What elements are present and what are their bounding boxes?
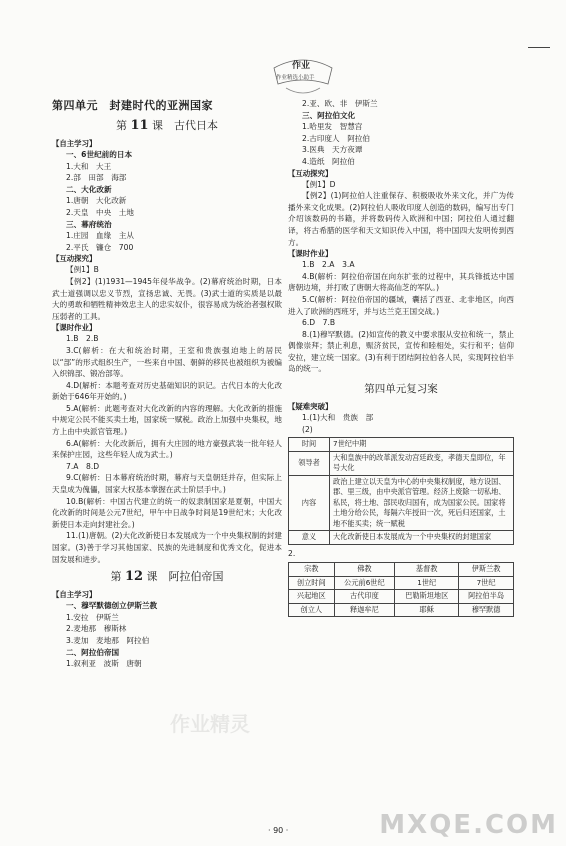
table-cell: 政治上建立以天皇为中心的中央集权制度，地方设国、郡、里三级，由中央派官管理。经济上废除一切私地、私民，将土地、部民收归国有，成为国家公民。国家将土地分给公民，每隔六年授田一次，死后归还国家，土地不能买卖；统一赋税 xyxy=(330,475,514,531)
stamp-top-text: 作业 xyxy=(292,61,311,71)
subheading: 三、阿拉伯文化 xyxy=(302,110,356,120)
section-heading: 【互动探究】 xyxy=(288,168,333,178)
lesson-name: 课 阿拉伯帝国 xyxy=(146,570,224,584)
table-cell: 大和皇族中的改革派发动宫廷政变，孝德天皇即位，年号大化 xyxy=(330,451,514,475)
table-header-cell: 时间 xyxy=(289,438,330,452)
subheading: 一、穆罕默德创立伊斯兰教 xyxy=(66,601,158,611)
answer-line: 1.B 2.A 3.A xyxy=(302,260,355,270)
table-cell: 7世纪 xyxy=(459,576,514,590)
table-row xyxy=(289,590,514,604)
lesson-12-title xyxy=(52,568,282,586)
answer-line: 1.大和 大王 xyxy=(66,161,112,171)
table-row xyxy=(289,451,514,475)
answer-paragraph: 5.C(解析：阿拉伯帝国的疆域，囊括了西亚、北非地区，向西进入了欧洲的西班牙，并与达兰克王国交战。) xyxy=(288,294,514,316)
answer-paragraph: 5.A(解析：此题考查对大化改新的内容的理解。大化改新的措施中规定公民不能买卖土地，国家统一赋税。政治上加强中央集权，地方上由中央派官管理。) xyxy=(52,403,282,437)
right-column xyxy=(288,98,514,617)
answer-line: (2) xyxy=(302,424,313,434)
table-cell: 1世纪 xyxy=(395,576,459,590)
section-heading: 【自主学习】 xyxy=(52,590,97,600)
answer-line: 1.叙利亚 波斯 唐朝 xyxy=(66,659,142,669)
table-cell: 公元前6世纪 xyxy=(334,576,395,590)
section-heading: 【课时作业】 xyxy=(288,249,333,259)
table-row xyxy=(289,475,514,531)
table-cell: 7世纪中期 xyxy=(330,438,514,452)
watermark-corner: MXQE.COM xyxy=(379,810,558,840)
answer-line: 2.麦地那 穆斯林 xyxy=(66,624,127,634)
review-title: 第四单元复习案 xyxy=(364,383,438,396)
stamp-bottom-text: 作业精选小助手 xyxy=(276,75,315,81)
table-header-cell: 领导者 xyxy=(289,451,330,475)
answer-line: 1.庄园 血缘 主从 xyxy=(66,231,134,241)
stamp-logo xyxy=(268,54,338,100)
answer-paragraph: 【例2】(1)阿拉伯人注重保存、积极吸收外来文化，并广为传播外来文化成果。(2)阿拉伯人吸收印度人创造的数码，编写出专门介绍该数码的书籍，并将数码传入欧洲和中国；阿拉伯人通过翻译，将古希腊的医学和天文知识传入中国，将中国四大发明传到西方。 xyxy=(288,191,514,247)
answer-line: 3.医典 天方夜谭 xyxy=(302,145,363,155)
lesson-11-title xyxy=(52,117,282,135)
unit-title: 第四单元 封建时代的亚洲国家 xyxy=(52,99,213,112)
table-row xyxy=(289,576,514,590)
table-header-cell: 伊斯兰教 xyxy=(459,563,514,577)
table-row xyxy=(289,603,514,617)
subheading: 二、大化改新 xyxy=(66,184,112,194)
table-header-row xyxy=(289,563,514,577)
answer-line: 2.天皇 中央 土地 xyxy=(66,207,134,217)
table-header-cell: 基督教 xyxy=(395,563,459,577)
answer-line: 2.亚、欧、非 伊斯兰 xyxy=(302,99,378,108)
table-row xyxy=(289,531,514,545)
subheading: 二、阿拉伯帝国 xyxy=(66,647,120,657)
answer-line: 7.A 8.D xyxy=(66,461,100,471)
table-cell: 阿拉伯半岛 xyxy=(459,590,514,604)
answer-paragraph: 8.(1)穆罕默德。(2)如宣传的教义中要求服从安拉和统一，禁止偶像崇拜；禁止利息，赈济贫民，宣传和睦相处，实行和平；信仰安拉，建立统一国家。(3)有利于团结阿拉伯各人民，实现阿拉伯半岛的统一。 xyxy=(288,329,514,374)
lesson-number: 12 xyxy=(124,569,144,585)
answer-line: 2. xyxy=(288,548,296,558)
section-heading: 【疑难突破】 xyxy=(288,402,333,412)
table-header-cell: 佛教 xyxy=(334,563,395,577)
table-header-cell: 意义 xyxy=(289,531,330,545)
subheading: 三、幕府统治 xyxy=(66,219,112,229)
table-cell: 创立人 xyxy=(289,603,335,617)
table-cell: 释迦牟尼 xyxy=(334,603,395,617)
lesson-number: 11 xyxy=(130,118,149,133)
subheading: 一、6世纪前的日本 xyxy=(66,150,133,159)
answer-paragraph: 10.B(解析：中国古代建立的统一的奴隶制国家是夏朝，中国大化改新的时间是公元7世纪，甲午中日战争时间是19世纪末；大化改新使日本走向封建社会。) xyxy=(52,496,282,529)
table-cell: 古代印度 xyxy=(334,590,395,604)
answer-paragraph: 6.A(解析：大化改新后，拥有大庄园的地方豪强武装一批年轻人来保护庄园，这些年轻人成为武士。) xyxy=(52,438,282,460)
table-cell: 穆罕默德 xyxy=(459,603,514,617)
taika-reform-table xyxy=(288,437,514,545)
answer-paragraph: 4.B(解析：阿拉伯帝国在向东扩张的过程中，其兵锋抵达中国唐朝边境，并打败了唐朝大将高仙芝的军队。) xyxy=(288,271,514,293)
answer-paragraph: 【例2】(1)1931—1945年侵华战争。(2)幕府统治时期，日本武士道强调以忠义节烈，宣扬忠诚、无畏。(3)武士道的实质是以最大的勇敢和牺牲精神效忠主人的忠实奴仆，很容易成为统治者强权欺压弱者的工具。 xyxy=(52,276,282,321)
answer-line: 2.古印度人 阿拉伯 xyxy=(302,133,370,143)
section-heading: 【课时作业】 xyxy=(52,323,97,333)
answer-paragraph: 4.D(解析：本题考查对历史基础知识的识记。古代日本的大化改新始于646年开始的。) xyxy=(52,380,282,402)
answer-paragraph: 11.(1)唐朝。(2)大化改新使日本发展成为一个中央集权制的封建国家。(3)善于学习其他国家、民族的先进制度和优秀文化，促进本国发展和进步。 xyxy=(52,531,282,564)
section-heading: 【自主学习】 xyxy=(52,139,97,148)
answer-line: 2.部 田部 海部 xyxy=(66,173,127,183)
left-column xyxy=(52,98,282,670)
table-header-cell: 宗教 xyxy=(289,563,335,577)
answer-line: 2.平氏 镰仓 700 xyxy=(66,242,134,252)
answer-line: 【例1】D xyxy=(302,179,336,189)
lesson-prefix: 第 xyxy=(110,570,122,584)
answer-paragraph: 3.C(解析：在大和统治时期，王室和贵族强迫地上的居民以“部”的形式组织生产，一些来自中国、朝鲜的移民也被组织为被编入织锦部、锻冶部等。 xyxy=(52,345,282,379)
lesson-name: 课 古代日本 xyxy=(152,119,219,132)
lesson-prefix: 第 xyxy=(115,119,127,132)
section-heading: 【互动探究】 xyxy=(52,254,97,264)
answer-line: 【例1】B xyxy=(66,265,99,275)
table-cell: 创立时间 xyxy=(289,576,335,590)
table-cell: 大化改新使日本发展成为一个中央集权的封建国家 xyxy=(330,531,514,545)
table-cell: 巴勒斯坦地区 xyxy=(395,590,459,604)
answer-line: 6.D 7.B xyxy=(302,318,336,328)
answer-paragraph: 9.C(解析：日本幕府统治时期，幕府与天皇朝廷并存，但实际上天皇成为傀儡，国家大权基本掌握在武士阶层手中。) xyxy=(52,473,282,495)
answer-line: 1.安拉 伊斯兰 xyxy=(66,612,119,622)
table-cell: 兴起地区 xyxy=(289,590,335,604)
religions-table xyxy=(288,562,514,617)
table-header-cell: 内容 xyxy=(289,475,330,531)
answer-line: 1.B 2.B xyxy=(66,334,99,344)
table-row xyxy=(289,438,514,452)
answer-line: 4.造纸 阿拉伯 xyxy=(302,156,355,166)
page-number: · 90 · xyxy=(268,826,289,835)
top-rule xyxy=(528,47,550,48)
answer-line: 1.(1)大和 贵族 部 xyxy=(302,413,374,423)
answer-line: 1.哈里发 智慧宫 xyxy=(302,122,363,132)
watermark-center: 作业精灵 xyxy=(170,712,250,736)
answer-line: 1.唐朝 大化改新 xyxy=(66,196,127,206)
table-cell: 耶稣 xyxy=(395,603,459,617)
answer-line: 3.麦加 麦地那 阿拉伯 xyxy=(66,635,150,645)
